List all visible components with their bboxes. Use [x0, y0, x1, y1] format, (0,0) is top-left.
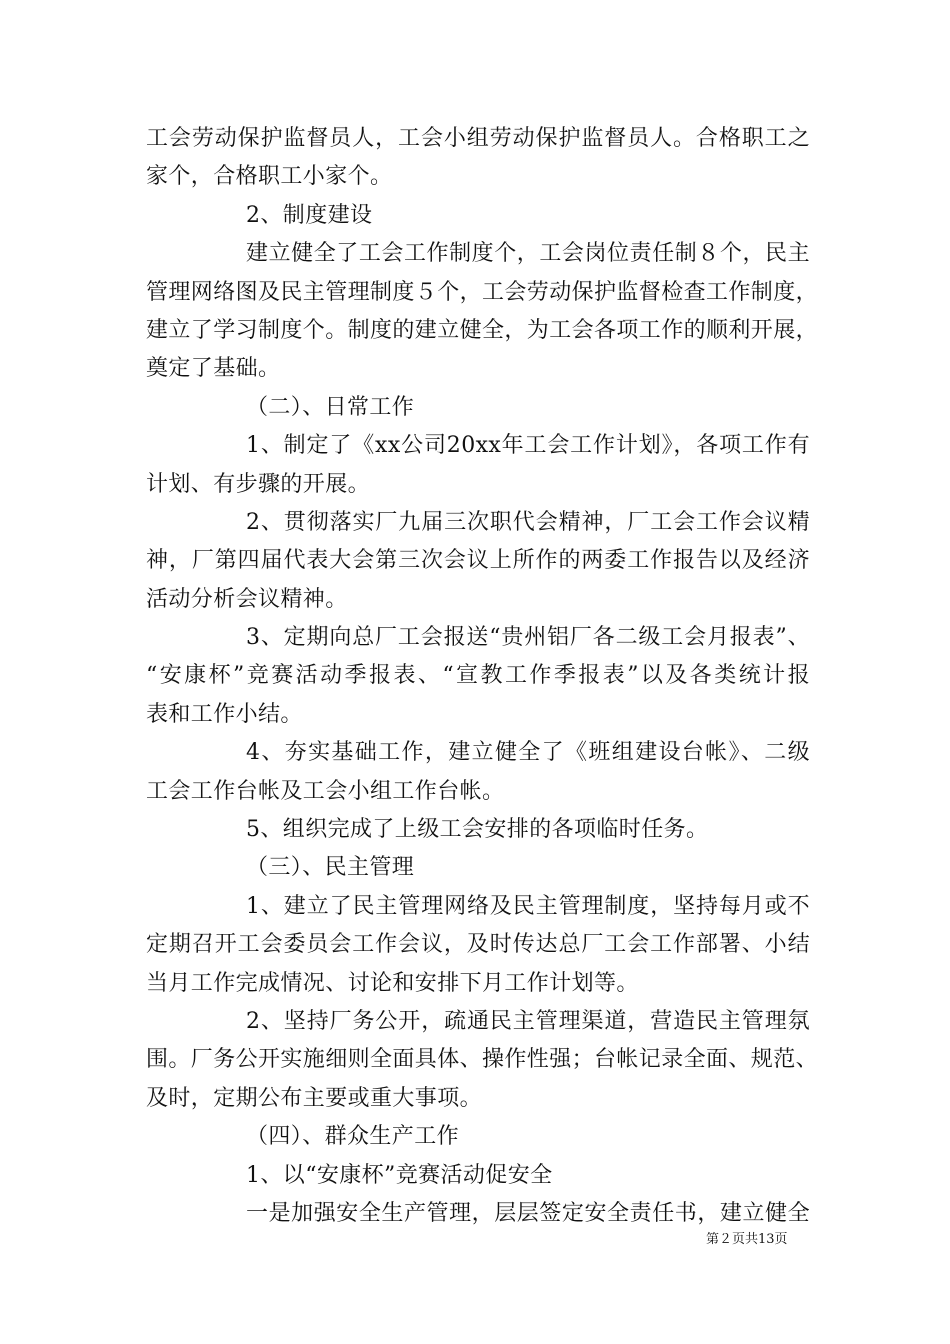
page-number: 第２页共13页 — [706, 1232, 788, 1247]
text-line: 建立健全了工会工作制度个，工会岗位责任制８个，民主 — [246, 241, 810, 267]
text-line: 1、以“安康杯”竞赛活动促安全 — [246, 1162, 553, 1188]
text-line: 1、制定了《xx公司20xx年工会工作计划》，各项工作有 — [246, 433, 810, 459]
text-line: 表和工作小结。 — [146, 701, 303, 727]
text-line: 2、坚持厂务公开，疏通民主管理渠道，营造民主管理氛 — [246, 1008, 810, 1034]
text-line: 建立了学习制度个。制度的建立健全，为工会各项工作的顺利开展， — [146, 317, 819, 343]
text-line: 3、定期向总厂工会报送“贵州铝厂各二级工会月报表”、 — [246, 625, 810, 651]
text-line: 计划、有步骤的开展。 — [146, 471, 371, 497]
text-line: 奠定了基础。 — [146, 356, 281, 382]
text-line: 一是加强安全生产管理，层层签定安全责任书，建立健全 — [246, 1200, 810, 1226]
text-line: 定期召开工会委员会工作会议，及时传达总厂工会工作部署、小结 — [146, 932, 810, 958]
text-line: 当月工作完成情况、讨论和安排下月工作计划等。 — [146, 970, 639, 996]
text-line: 家个，合格职工小家个。 — [146, 164, 393, 190]
section-heading: 2、制度建设 — [246, 202, 373, 228]
text-line: 及时，定期公布主要或重大事项。 — [146, 1085, 483, 1111]
text-line: 工会劳动保护监督员人，工会小组劳动保护监督员人。合格职工之 — [146, 126, 810, 151]
text-line: 围。厂务公开实施细则全面具体、操作性强；台帐记录全面、规范、 — [146, 1047, 819, 1073]
text-line: 5、组织完成了上级工会安排的各项临时任务。 — [246, 817, 709, 843]
body-text — [146, 120, 819, 1233]
text-line: 1、建立了民主管理网络及民主管理制度，坚持每月或不 — [246, 893, 810, 919]
text-line: 管理网络图及民主管理制度５个，工会劳动保护监督检查工作制度， — [146, 279, 819, 305]
section-heading: （二）、日常工作 — [246, 394, 415, 420]
text-line: “安康杯”竞赛活动季报表、“宣教工作季报表”以及各类统计报 — [146, 663, 810, 689]
text-line: 神，厂第四届代表大会第三次会议上所作的两委工作报告以及经济 — [146, 548, 810, 574]
section-heading: （三）、民主管理 — [246, 855, 415, 881]
text-line: 活动分析会议精神。 — [146, 586, 348, 612]
text-line: 工会工作台帐及工会小组工作台帐。 — [146, 778, 505, 804]
section-heading: （四）、群众生产工作 — [246, 1124, 460, 1150]
text-line: 4、夯实基础工作，建立健全了《班组建设台帐》、二级 — [246, 740, 810, 766]
text-line: 2、贯彻落实厂九届三次职代会精神，厂工会工作会议精 — [246, 509, 810, 535]
